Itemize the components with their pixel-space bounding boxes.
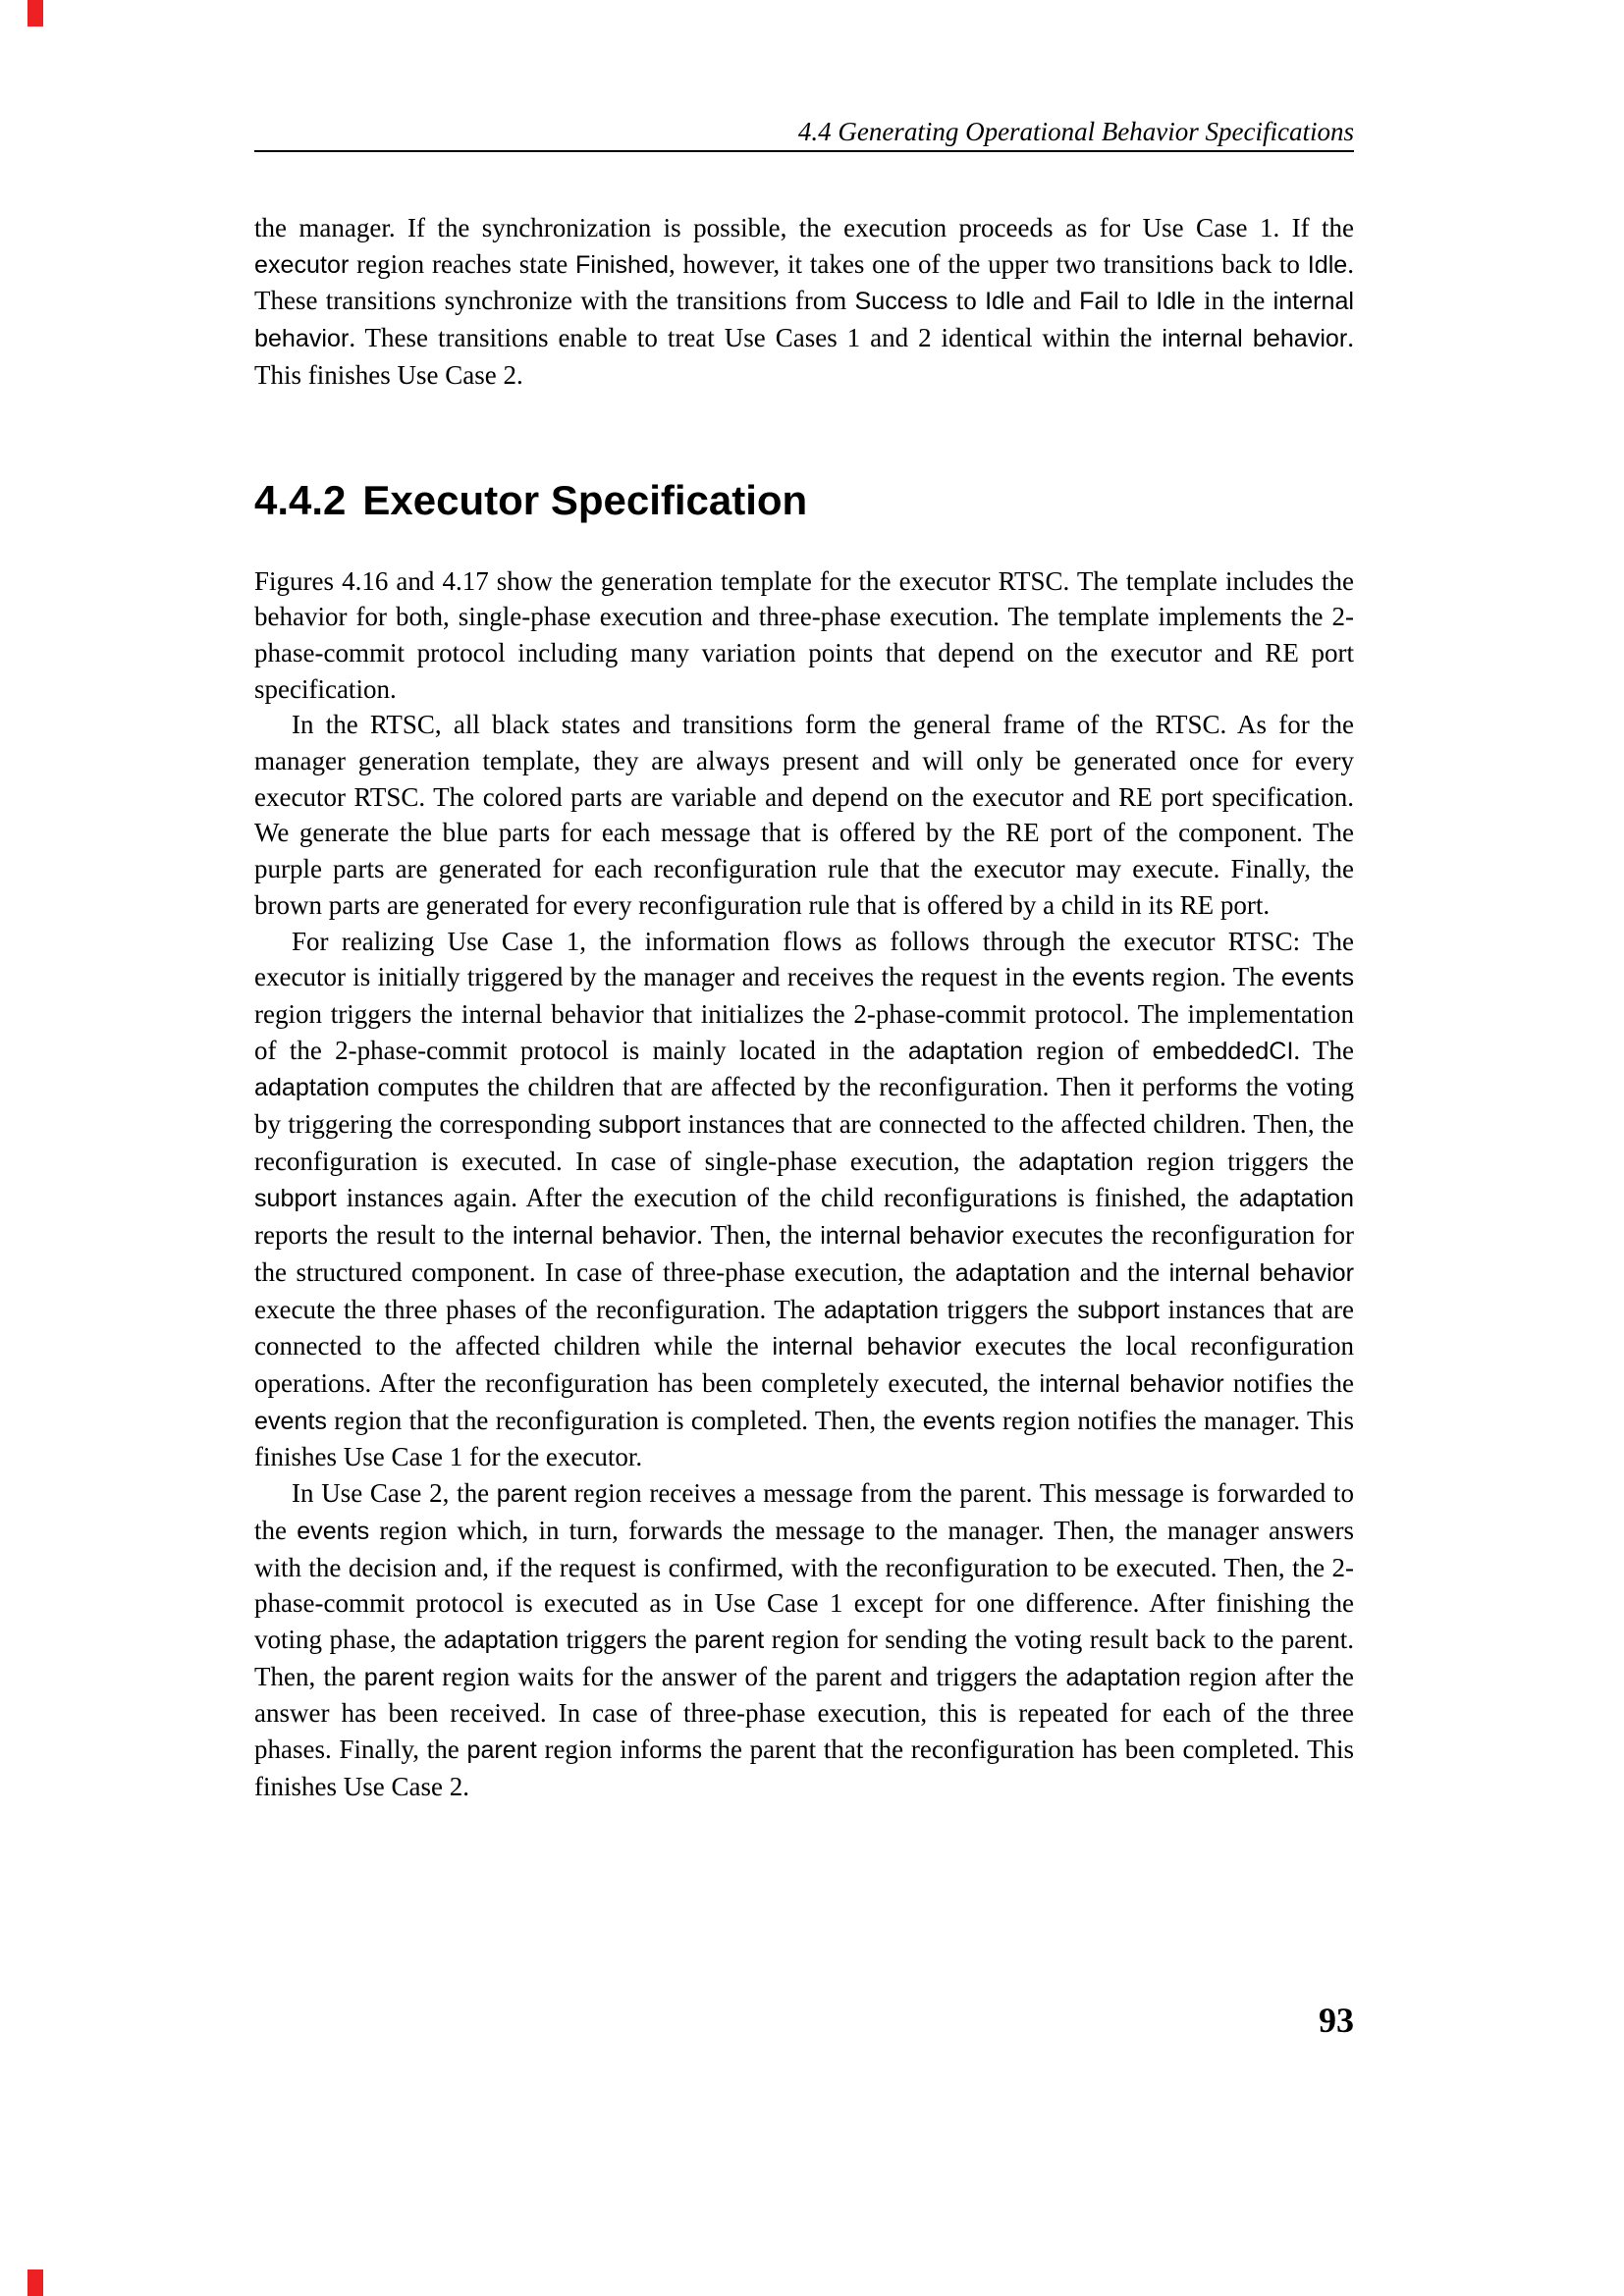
term-sans: subport bbox=[254, 1185, 337, 1213]
text-run: region notifies the manager. This finishes Use Case 1 for the executor. bbox=[254, 1405, 1354, 1472]
text-run: , however, it takes one of the upper two transitions back to bbox=[668, 248, 1308, 279]
page-number: 93 bbox=[1319, 2001, 1354, 2040]
term-sans: parent bbox=[496, 1480, 567, 1509]
text-run: instances that are connected to the affected children. Then, the reconfiguration is executed. In case of single-phase execution, the bbox=[254, 1109, 1354, 1176]
term-sans: events bbox=[254, 1407, 327, 1435]
text-run: Figures 4.16 and 4.17 show the generation template for the executor RTSC. The template includes the behavior for both, single-phase execution and three-phase execution. The template implements the 2-phase-commit protocol including many variation points that depend on the executor and RE port specification. bbox=[254, 565, 1354, 704]
term-sans: embeddedCI bbox=[1152, 1037, 1294, 1065]
text-run: reports the result to the bbox=[254, 1220, 513, 1251]
term-sans: Idle bbox=[1156, 288, 1196, 316]
term-sans: subport bbox=[598, 1111, 681, 1140]
text-run: region. The bbox=[1144, 962, 1282, 992]
term-sans: events bbox=[297, 1517, 370, 1545]
term-sans: adaptation bbox=[1018, 1148, 1134, 1176]
text-run: triggers the bbox=[559, 1624, 695, 1654]
body-paragraph bbox=[254, 707, 1354, 923]
term-sans: subport bbox=[1077, 1296, 1160, 1324]
text-run: and the bbox=[1070, 1256, 1169, 1287]
text-run: to bbox=[1118, 286, 1157, 316]
text-run: For realizing Use Case 1, the information flows as follows through the executor RTSC: The executor is initially triggered by the manager and receives the request in the bbox=[254, 926, 1354, 992]
term-sans: parent bbox=[363, 1663, 434, 1691]
text-run: region which, in turn, forwards the message to the manager. Then, the manager answers with the decision and, if the request is confirmed, with the reconfiguration to be executed. Then, the 2-phase-commit protocol is executed as in Use Case 1 except for one difference. After finishing the voting phase, the bbox=[254, 1515, 1354, 1654]
text-run: region triggers the bbox=[1133, 1146, 1354, 1176]
text-run: region receives a message from the parent. This message is forwarded to the bbox=[254, 1478, 1354, 1545]
term-sans: adaptation bbox=[823, 1296, 940, 1324]
term-sans: internal behavior bbox=[254, 288, 1354, 353]
term-sans: adaptation bbox=[443, 1626, 560, 1654]
text-run: in the bbox=[1195, 286, 1273, 316]
term-sans: Success bbox=[854, 288, 948, 316]
text-run: executes the local reconfiguration operations. After the reconfiguration has been completely executed, the bbox=[254, 1331, 1354, 1398]
term-sans: events bbox=[922, 1407, 996, 1435]
term-sans: adaptation bbox=[1238, 1185, 1354, 1213]
running-header: 4.4 Generating Operational Behavior Specifications bbox=[797, 117, 1354, 146]
term-sans: parent bbox=[694, 1626, 765, 1654]
text-run: region informs the parent that the reconfiguration has been completed. This finishes Use Case 2. bbox=[254, 1735, 1355, 1801]
text-run: instances again. After the execution of the child reconfigurations is finished, the bbox=[336, 1183, 1239, 1213]
text-run: region that the reconfiguration is completed. Then, the bbox=[326, 1405, 923, 1435]
text-run: In Use Case 2, the bbox=[292, 1478, 497, 1509]
header-rule bbox=[254, 150, 1354, 152]
body-paragraph bbox=[254, 1475, 1354, 1804]
text-run: computes the children that are affected by the reconfiguration. Then it performs the voting by triggering the corresponding bbox=[254, 1072, 1354, 1140]
text-run: . These transitions enable to treat Use Cases 1 and 2 identical within the bbox=[349, 323, 1163, 353]
term-sans: Finished bbox=[575, 250, 669, 279]
text-run: execute the three phases of the reconfiguration. The bbox=[254, 1294, 824, 1324]
text-run: instances that are connected to the affected children while the bbox=[254, 1294, 1354, 1362]
text-run: to bbox=[947, 286, 986, 316]
intro-paragraph bbox=[254, 210, 1354, 394]
term-sans: internal behavior bbox=[1162, 325, 1348, 353]
text-run: . These transitions synchronize with the transitions from bbox=[254, 248, 1354, 316]
term-sans: internal behavior bbox=[820, 1222, 1004, 1251]
body-paragraph bbox=[254, 563, 1354, 708]
red-edge-mark-top bbox=[27, 0, 43, 27]
text-run: region triggers the internal behavior that initializes the 2-phase-commit protocol. The implementation of the 2-phase-commit protocol is mainly located in the bbox=[254, 998, 1354, 1065]
term-sans: parent bbox=[466, 1736, 537, 1765]
text-run: region for sending the voting result back to the parent. Then, the bbox=[254, 1624, 1355, 1691]
text-run: region after the answer has been received. In case of three-phase execution, this is repeated for each of the three phases. Finally, the bbox=[254, 1661, 1354, 1765]
text-run: notifies the bbox=[1223, 1367, 1354, 1398]
term-sans: adaptation bbox=[254, 1074, 370, 1102]
text-run: region reaches state bbox=[349, 248, 576, 279]
red-edge-mark-bottom bbox=[27, 2269, 43, 2296]
term-sans: internal behavior bbox=[772, 1333, 962, 1362]
term-sans: events bbox=[1281, 964, 1354, 992]
term-sans: Fail bbox=[1079, 288, 1119, 316]
term-sans: Idle bbox=[985, 288, 1025, 316]
section-number: 4.4.2 bbox=[254, 476, 347, 523]
body-paragraph bbox=[254, 924, 1354, 1476]
term-sans: internal behavior bbox=[1039, 1369, 1224, 1398]
text-run: region waits for the answer of the parent and triggers the bbox=[433, 1661, 1066, 1691]
text-run: and bbox=[1024, 286, 1080, 316]
section-title: Executor Specification bbox=[362, 476, 808, 523]
text-run: triggers the bbox=[939, 1294, 1078, 1324]
body-paragraphs bbox=[254, 563, 1354, 1805]
term-sans: internal behavior bbox=[512, 1222, 697, 1251]
text-run: executes the reconfiguration for the structured component. In case of three-phase execution, the bbox=[254, 1220, 1354, 1287]
term-sans: adaptation bbox=[1065, 1663, 1181, 1691]
text-run: . Then, the bbox=[696, 1220, 821, 1251]
text-run: . This finishes Use Case 2. bbox=[254, 323, 1354, 390]
term-sans: adaptation bbox=[907, 1037, 1024, 1065]
term-sans: internal behavior bbox=[1168, 1258, 1354, 1287]
section-heading bbox=[254, 476, 1354, 523]
text-run: . The bbox=[1293, 1035, 1354, 1065]
term-sans: executor bbox=[254, 250, 350, 279]
text-run: the manager. If the synchronization is possible, the execution proceeds as for Use Case 1. If the bbox=[254, 213, 1354, 242]
term-sans: Idle bbox=[1307, 250, 1348, 279]
text-run: In the RTSC, all black states and transitions form the general frame of the RTSC. As for the manager generation template, they are always present and will only be generated once for every executor RTSC. The colored parts are variable and depend on the executor and RE port specification. We generate the blue parts for each message that is offered by the RE port of the component. The purple parts are generated for each reconfiguration rule that the executor may execute. Finally, the brown parts are generated for every reconfiguration rule that is offered by a child in its RE port. bbox=[254, 710, 1354, 920]
text-run: region of bbox=[1023, 1035, 1153, 1065]
term-sans: events bbox=[1071, 964, 1145, 992]
term-sans: adaptation bbox=[954, 1258, 1071, 1287]
page-body bbox=[254, 210, 1354, 1804]
